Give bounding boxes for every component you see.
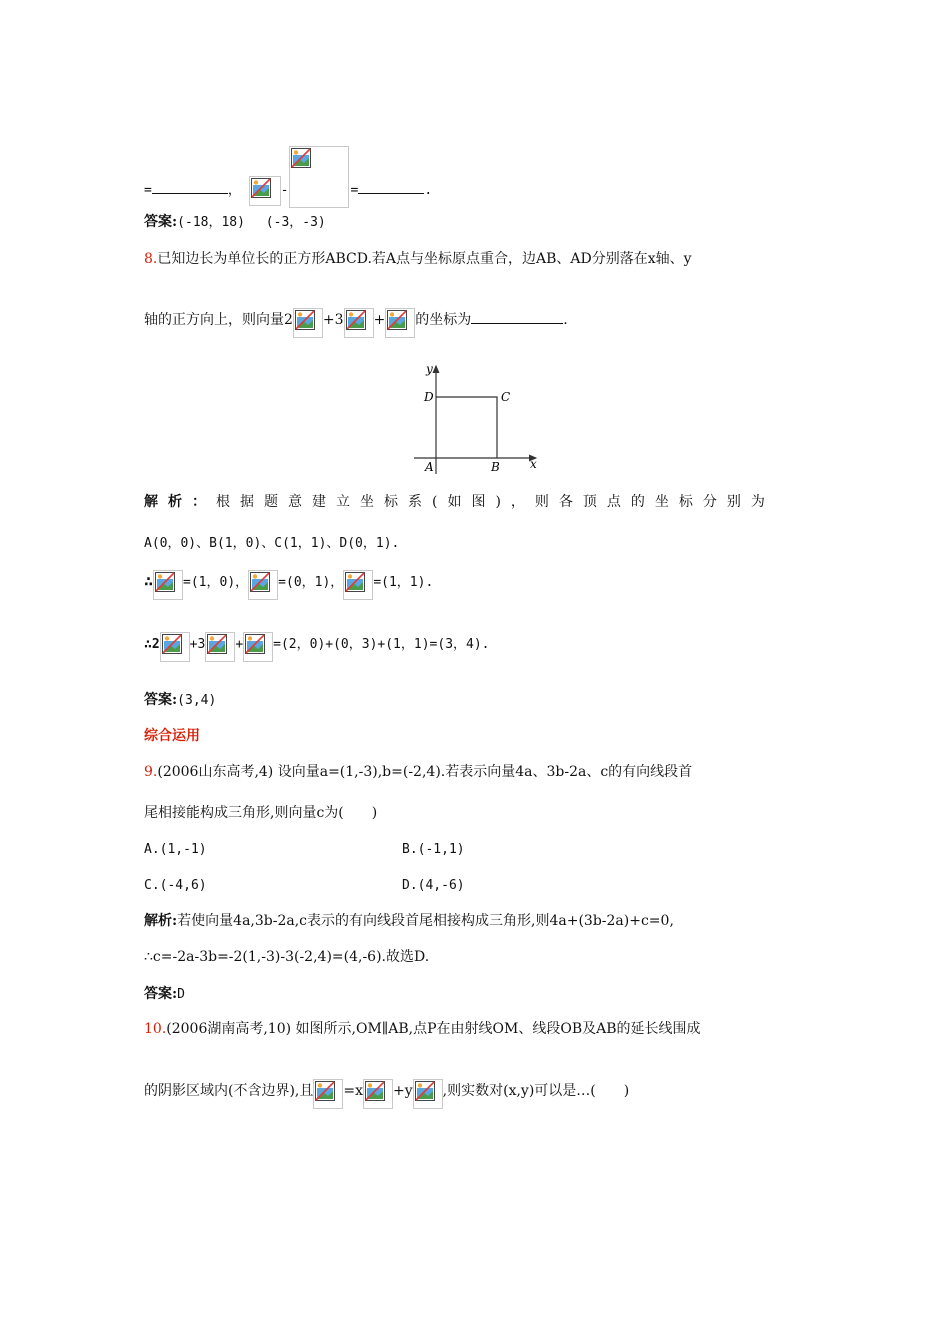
vector-image-placeholder [344, 308, 374, 338]
question-10-line-1: 10.(2006湖南高考,10) 如图所示,OM∥AB,点P在由射线OM、线段OB及AB的延长线围成 [144, 1021, 701, 1037]
vector-image-placeholder [248, 570, 278, 600]
answer-blank [471, 309, 563, 324]
vector-image-placeholder [249, 176, 281, 206]
label-c: C [501, 390, 511, 404]
solution-8-line-1: 解析：根据题意建立坐标系(如图)，则各顶点的坐标分别为 [144, 494, 775, 510]
solution-8-line-4: ∴2 +3 + =(2，0)+(0，3)+(1，1)=(3，4). [144, 632, 490, 662]
label-d: D [424, 390, 434, 404]
question-9-line-1: 9.(2006山东高考,4) 设向量a=(1,-3),b=(-2,4).若表示向量4a、3b-2a、c的有向线段首 [144, 764, 693, 780]
question-9-line-2: 尾相接能构成三角形,则向量c为( ) [144, 805, 378, 821]
solution-9-line-1: 解析:若使向量4a,3b-2a,c表示的有向线段首尾相接构成三角形,则4a+(3b-2a)+c=0, [144, 913, 674, 929]
square-abcd [436, 397, 497, 458]
question-10-line-2: 的阴影区域内(不含边界),且 =x +y ,则实数对(x,y)可以是…( ) [144, 1079, 629, 1109]
vector-image-placeholder [205, 632, 235, 662]
vector-image-placeholder [293, 308, 323, 338]
vector-image-placeholder [363, 1079, 393, 1109]
option-d: D.(4,-6) [402, 878, 465, 893]
blank-line-1: = ， - = . [144, 146, 432, 208]
solution-8-line-3: ∴ =(1，0)， =(0，1)， =(1，1). [144, 570, 433, 600]
question-8-line-1: 8.已知边长为单位长的正方形ABCD.若A点与坐标原点重合，边AB、AD分别落在x轴、y [144, 251, 692, 267]
answer-blank [358, 179, 424, 194]
solution-8-line-2: A(0，0)、B(1，0)、C(1，1)、D(0，1). [144, 536, 400, 551]
vector-image-placeholder [289, 146, 349, 208]
option-a: A.(1,-1) [144, 842, 207, 857]
label-x: x [530, 457, 537, 471]
vector-image-placeholder [313, 1079, 343, 1109]
vector-image-placeholder [160, 632, 190, 662]
vector-image-placeholder [413, 1079, 443, 1109]
vector-image-placeholder [385, 308, 415, 338]
solution-9-line-2: ∴c=-2a-3b=-2(1,-3)-3(-2,4)=(4,-6).故选D. [144, 949, 430, 965]
answer-8: 答案:(3,4) [144, 692, 217, 708]
vector-image-placeholder [153, 570, 183, 600]
answer-9: 答案:D [144, 986, 185, 1002]
answer-blank [152, 179, 228, 194]
vector-image-placeholder [343, 570, 373, 600]
question-8-line-2: 轴的正方向上，则向量2 +3 + 的坐标为 . [144, 308, 568, 338]
label-y: y [426, 362, 433, 376]
answer-7: 答案:(-18，18) (-3，-3) [144, 214, 326, 230]
vector-image-placeholder [243, 632, 273, 662]
label-a: A [425, 460, 434, 474]
option-b: B.(-1,1) [402, 842, 465, 857]
label-b: B [491, 460, 500, 474]
square-coordinate-figure [410, 362, 545, 477]
section-heading: 综合运用 [144, 728, 200, 744]
option-c: C.(-4,6) [144, 878, 207, 893]
